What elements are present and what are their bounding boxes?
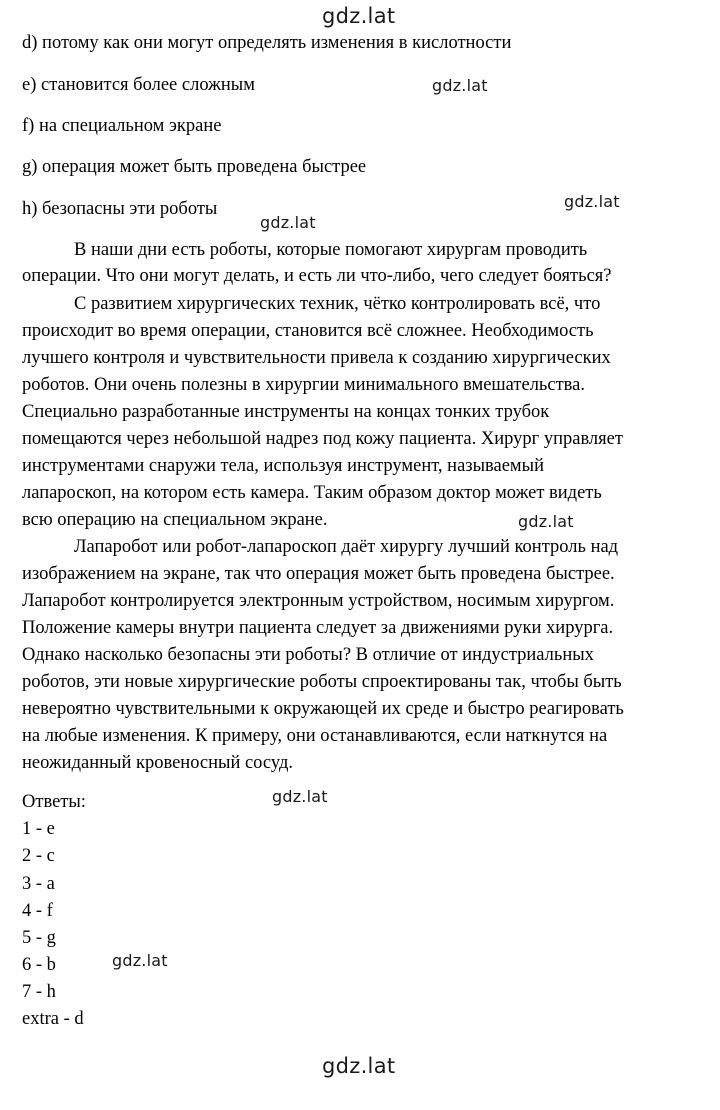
text-line: на любые изменения. К примеру, они останавливаются, если наткнутся на [22,726,608,746]
answer-item: 4 - f [22,901,53,921]
answers-heading: Ответы: [22,792,86,812]
text-line: С развитием хирургических техник, чётко контролировать всё, что [74,294,601,314]
text-line: роботов. Они очень полезны в хирургии минимального вмешательства. [22,375,585,395]
answer-item: 5 - g [22,928,56,948]
text-line: Однако насколько безопасны эти роботы? В отличие от индустриальных [22,645,594,665]
answer-item: 3 - a [22,874,55,894]
text-line: происходит во время операции, становится всё сложнее. Необходимость [22,321,594,341]
option-item [22,200,217,219]
text-line: инструментами снаружи тела, используя инструмент, называемый [22,456,544,476]
text-line: всю операцию на специальном экране. [22,510,328,530]
watermark: gdz.lat [518,512,574,531]
option-item [22,76,255,95]
text-line: Лапаробот или робот-лапароскоп даёт хирургу лучший контроль над [74,537,619,557]
watermark-top: gdz.lat [322,4,396,28]
option-item [22,158,366,177]
text-line: изображением на экране, так что операция может быть проведена быстрее. [22,564,615,584]
text-line: Лапаробот контролируется электронным устройством, носимым хирургом. [22,591,615,611]
option-item [22,117,222,136]
answer-item: extra - d [22,1009,84,1029]
option-text: становится более сложным [41,75,255,95]
text-line: Специально разработанные инструменты на концах тонких трубок [22,402,550,422]
watermark: gdz.lat [432,76,488,95]
text-line: роботов, эти новые хирургические роботы спроектированы так, чтобы быть [22,672,622,692]
option-text: безопасны эти роботы [42,199,218,219]
option-text: операция может быть проведена быстрее [42,157,367,177]
text-line: лапароскоп, на котором есть камера. Таким образом доктор может видеть [22,483,602,503]
watermark: gdz.lat [112,951,168,970]
text-line: В наши дни есть роботы, которые помогают хирургам проводить [74,240,588,260]
option-letter: f) [22,116,35,136]
answer-item: 2 - c [22,846,55,866]
text-line: Положение камеры внутри пациента следует за движениями руки хирурга. [22,618,614,638]
option-letter: g) [22,157,38,177]
text-line: лучшего контроля и чувствительности привела к созданию хирургических [22,348,611,368]
watermark: gdz.lat [564,192,620,211]
option-item [22,34,511,53]
answer-item: 6 - b [22,955,56,975]
text-line: операции. Что они могут делать, и есть ли что-либо, чего следует бояться? [22,266,612,286]
watermark: gdz.lat [272,787,328,806]
watermark-bottom: gdz.lat [322,1054,396,1078]
option-text: потому как они могут определять изменения в кислотности [42,33,512,53]
watermark: gdz.lat [260,213,316,232]
text-line: помещаются через небольшой надрез под кожу пациента. Хирург управляет [22,429,623,449]
option-letter: h) [22,199,38,219]
option-letter: e) [22,75,37,95]
answer-item: 1 - e [22,819,55,839]
option-text: на специальном экране [38,116,222,136]
text-line: неожиданный кровеносный сосуд. [22,753,293,773]
answer-item: 7 - h [22,982,56,1002]
text-line: невероятно чувствительными к окружающей их среде и быстро реагировать [22,699,624,719]
option-letter: d) [22,33,38,53]
